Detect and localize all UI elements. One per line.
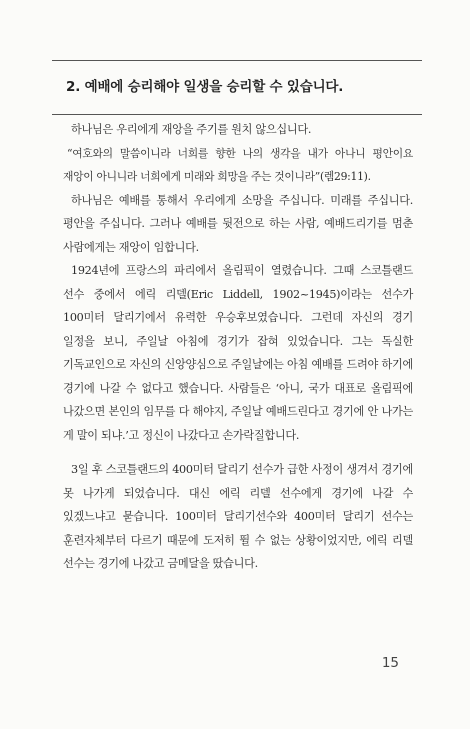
heading-bottom-rule — [52, 114, 422, 115]
paragraph-outcome: 3일 후 스코틀랜드의 400미터 달리기 선수가 급한 사정이 생겨서 경기에 못 나가게 되었습니다. 대신 에릭 리델 선수에게 경기에 나갈 수 있겠느냐고 묻습니다. 100미터 달리기선수와 400미터 달리기 선수는 훈련자체부터 다르기 때문에 도저히 뛸 수 없는 상황이었지만, 에릭 리델 선수는 경기에 나갔고 금메달을 땄습니다. — [63, 463, 413, 570]
section-heading-box — [52, 60, 422, 122]
paragraph-intro: 하나님은 우리에게 재앙을 주기를 원치 않으십니다. — [71, 123, 312, 136]
paragraph-olympics: 1924년에 프랑스의 파리에서 올림픽이 열렸습니다. 그때 스코틀랜드 선수 중에서 에릭 리델(Eric Liddell, 1902~1945)이라는 선수가 100미터 달리기에서 유력한 우승후보였습니다. 그런데 자신의 경기 일정을 보니, 주일날 아침에 경기가 잡혀 있었습니다. 그는 독실한 기독교인으로 자신의 신앙양심으로 주일날에는 아침 예배를 드려야 하기에 경기에 나갈 수 없다고 했습니다. 사람들은 ‘아니, 국가 대표로 올림픽에 나갔으면 본인의 임무를 다 해야지, 주일날 예배드린다고 경기에 안 나가는 게 말이 되냐.’고 정신이 나갔다고 손가락질합니다. — [63, 264, 413, 442]
paragraph-scripture-quote: “여호와의 말씀이니라 너희를 향한 나의 생각을 내가 아나니 평안이요 재앙이 아니니라 너희에게 미래와 희망을 주는 것이니라”(렘29:11). — [63, 146, 413, 183]
paragraph-hope: 하나님은 예배를 통해서 우리에게 소망을 주십니다. 미래를 주십니다. 평안을 주십니다. 그러나 예배를 뒷전으로 하는 사람, 예배드리기를 멈춘 사람에게는 재앙이 임합니다. — [63, 193, 413, 254]
heading-top-rule — [52, 60, 422, 61]
section-heading: 2. 예배에 승리해야 일생을 승리할 수 있습니다. — [66, 79, 344, 95]
body-text — [63, 118, 413, 576]
page-number: 15 — [381, 655, 399, 671]
